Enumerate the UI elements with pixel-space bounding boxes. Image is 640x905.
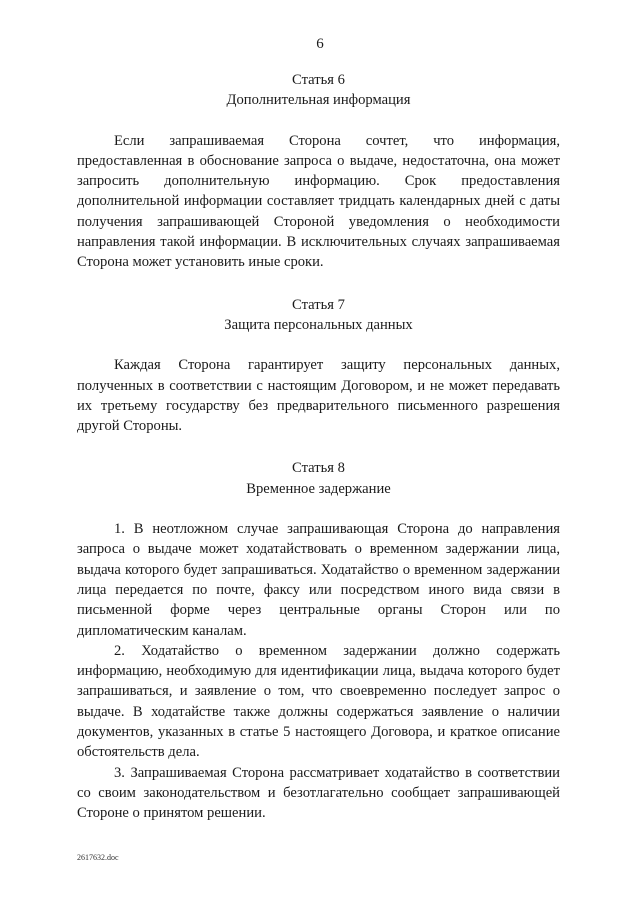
article-title: Временное задержание bbox=[246, 480, 391, 497]
article-title: Дополнительная информация bbox=[226, 92, 411, 109]
article-paragraph: 2. Ходатайство о временном задержании должно содержать информацию, необходимую для идентификации лица, выдача которого будет запрашиваться, и заявление о том, что своевременно последует запрос о выдаче. В ходатайстве также должны содержаться заявление о наличии документов, указанных в статье 5 настоящего Договора, и краткое описание обстоятельств дела. bbox=[77, 642, 560, 761]
file-name-footer: 2617632.doc bbox=[77, 853, 119, 862]
article-number: Статья 6 bbox=[292, 72, 345, 88]
article-paragraph: Каждая Сторона гарантирует защиту персональных данных, полученных в соответствии с настоящим Договором, и не может передавать их третьему государству без предварительного письменного разрешения другой Стороны. bbox=[77, 357, 560, 435]
article-number: Статья 8 bbox=[292, 460, 345, 477]
article-heading bbox=[77, 70, 560, 111]
document-body bbox=[77, 70, 560, 824]
article-paragraph: 3. Запрашиваемая Сторона рассматривает ходатайство в соответствии со своим законодательством и безотлагательно сообщает запрашивающей Стороне о принятом решении. bbox=[77, 764, 560, 822]
article-number: Статья 7 bbox=[292, 296, 345, 313]
article-paragraph: 1. В неотложном случае запрашивающая Сторона до направления запроса о выдаче может ходатайствовать о временном задержании лица, выдача которого будет запрашиваться. Ходатайство о временном задержании лица передается по почте, факсу или посредством иного вида связи в письменной форме через центральные органы Сторон или по дипломатическим каналам. bbox=[77, 521, 560, 639]
article-paragraph: Если запрашиваемая Сторона сочтет, что информация, предоставленная в обоснование запроса о выдаче, недостаточна, она может запросить дополнительную информацию. Срок предоставления дополнительной информации составляет тридцать календарных дней с даты получения запрашивающей Стороной уведомления о необходимости направления такой информации. В исключительных случаях запрашиваемая Сторона может установить иные сроки. bbox=[77, 132, 560, 271]
article-title: Защита персональных данных bbox=[224, 316, 413, 333]
article-heading bbox=[77, 458, 560, 499]
page-number: 6 bbox=[316, 36, 324, 52]
article-heading bbox=[77, 295, 560, 336]
